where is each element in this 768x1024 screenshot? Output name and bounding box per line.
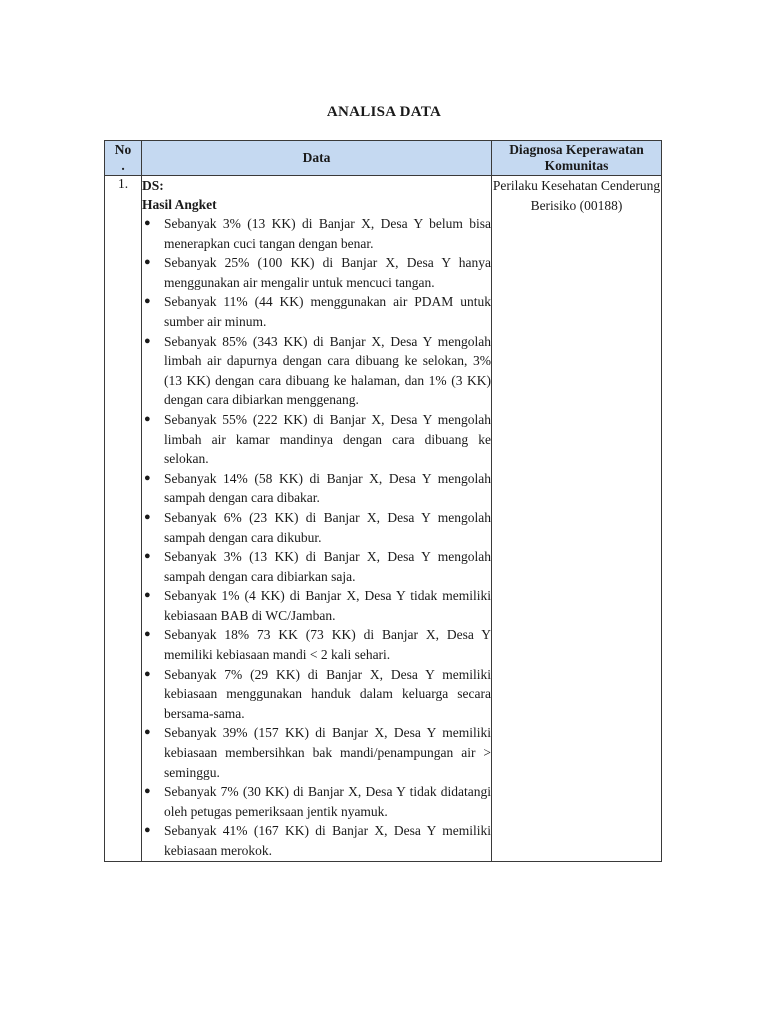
bullet-icon: ● <box>144 824 151 837</box>
finding-text: Sebanyak 41% (167 KK) di Banjar X, Desa Y memiliki kebiasaan merokok. <box>164 823 491 858</box>
bullet-icon: ● <box>144 295 151 308</box>
list-item <box>142 292 491 331</box>
finding-text: Sebanyak 3% (13 KK) di Banjar X, Desa Y belum bisa menerapkan cuci tangan dengan benar. <box>164 216 491 251</box>
list-item <box>142 821 491 860</box>
list-item <box>142 214 491 253</box>
row-number: 1. <box>105 176 142 862</box>
bullet-icon: ● <box>144 412 151 425</box>
analysis-table <box>104 140 662 862</box>
table-header-row <box>105 141 662 176</box>
source-label: Hasil Angket <box>142 197 217 212</box>
ds-label: DS: <box>142 178 164 193</box>
finding-text: Sebanyak 11% (44 KK) menggunakan air PDAM untuk sumber air minum. <box>164 294 491 329</box>
list-item <box>142 469 491 508</box>
table-row <box>105 176 662 862</box>
header-no <box>105 141 142 176</box>
list-item <box>142 782 491 821</box>
finding-text: Sebanyak 39% (157 KK) di Banjar X, Desa Y memiliki kebiasaan membersihkan bak mandi/penampungan air > seminggu. <box>164 725 491 780</box>
finding-text: Sebanyak 25% (100 KK) di Banjar X, Desa Y hanya menggunakan air mengalir untuk mencuci tangan. <box>164 255 491 290</box>
bullet-icon: ● <box>144 628 151 641</box>
bullet-icon: ● <box>144 726 151 739</box>
list-item <box>142 586 491 625</box>
bullet-icon: ● <box>144 471 151 484</box>
finding-text: Sebanyak 1% (4 KK) di Banjar X, Desa Y tidak memiliki kebiasaan BAB di WC/Jamban. <box>164 588 491 623</box>
bullet-icon: ● <box>144 589 151 602</box>
bullet-icon: ● <box>144 334 151 347</box>
list-item <box>142 723 491 782</box>
list-item <box>142 547 491 586</box>
finding-text: Sebanyak 85% (343 KK) di Banjar X, Desa Y mengolah limbah air dapurnya dengan cara dibuang ke selokan, 3% (13 KK) dengan cara dibuang ke halaman, dan 1% (3 KK) dengan cara dibiarkan menggenang. <box>164 333 491 408</box>
bullet-icon: ● <box>144 550 151 563</box>
finding-text: Sebanyak 7% (30 KK) di Banjar X, Desa Y tidak didatangi oleh petugas pemeriksaan jentik nyamuk. <box>164 784 491 819</box>
header-data: Data <box>142 141 492 176</box>
bullet-icon: ● <box>144 667 151 680</box>
header-no-label: No . <box>114 142 132 173</box>
page-title: ANALISA DATA <box>326 104 442 120</box>
list-item <box>142 332 491 410</box>
finding-text: Sebanyak 7% (29 KK) di Banjar X, Desa Y memiliki kebiasaan menggunakan handuk dalam keluarga secara bersama-sama. <box>164 666 491 721</box>
finding-text: Sebanyak 6% (23 KK) di Banjar X, Desa Y mengolah sampah dengan cara dikubur. <box>164 509 491 545</box>
header-diagnosis-label: Diagnosa Keperawatan Komunitas <box>509 142 644 173</box>
list-item <box>142 410 491 469</box>
list-item <box>142 253 491 292</box>
findings-list <box>142 214 491 861</box>
bullet-icon: ● <box>144 256 151 269</box>
finding-text: Sebanyak 3% (13 KK) di Banjar X, Desa Y mengolah sampah dengan cara dibiarkan saja. <box>164 549 491 584</box>
bullet-icon: ● <box>144 785 151 798</box>
finding-text: Sebanyak 55% (222 KK) di Banjar X, Desa Y mengolah limbah air kamar mandinya dengan cara dibuang ke selokan. <box>164 411 491 467</box>
finding-text: Sebanyak 18% 73 KK (73 KK) di Banjar X, Desa Y memiliki kebiasaan mandi < 2 kali sehari. <box>164 627 491 663</box>
header-diagnosis <box>492 141 662 176</box>
finding-text: Sebanyak 14% (58 KK) di Banjar X, Desa Y mengolah sampah dengan cara dibakar. <box>164 470 491 506</box>
list-item <box>142 665 491 724</box>
list-item <box>142 508 491 547</box>
list-item <box>142 625 491 664</box>
bullet-icon: ● <box>144 217 151 229</box>
bullet-icon: ● <box>144 510 151 523</box>
diagnosis-cell: Perilaku Kesehatan Cenderung Berisiko (00188) <box>492 176 662 862</box>
data-cell <box>142 176 492 862</box>
